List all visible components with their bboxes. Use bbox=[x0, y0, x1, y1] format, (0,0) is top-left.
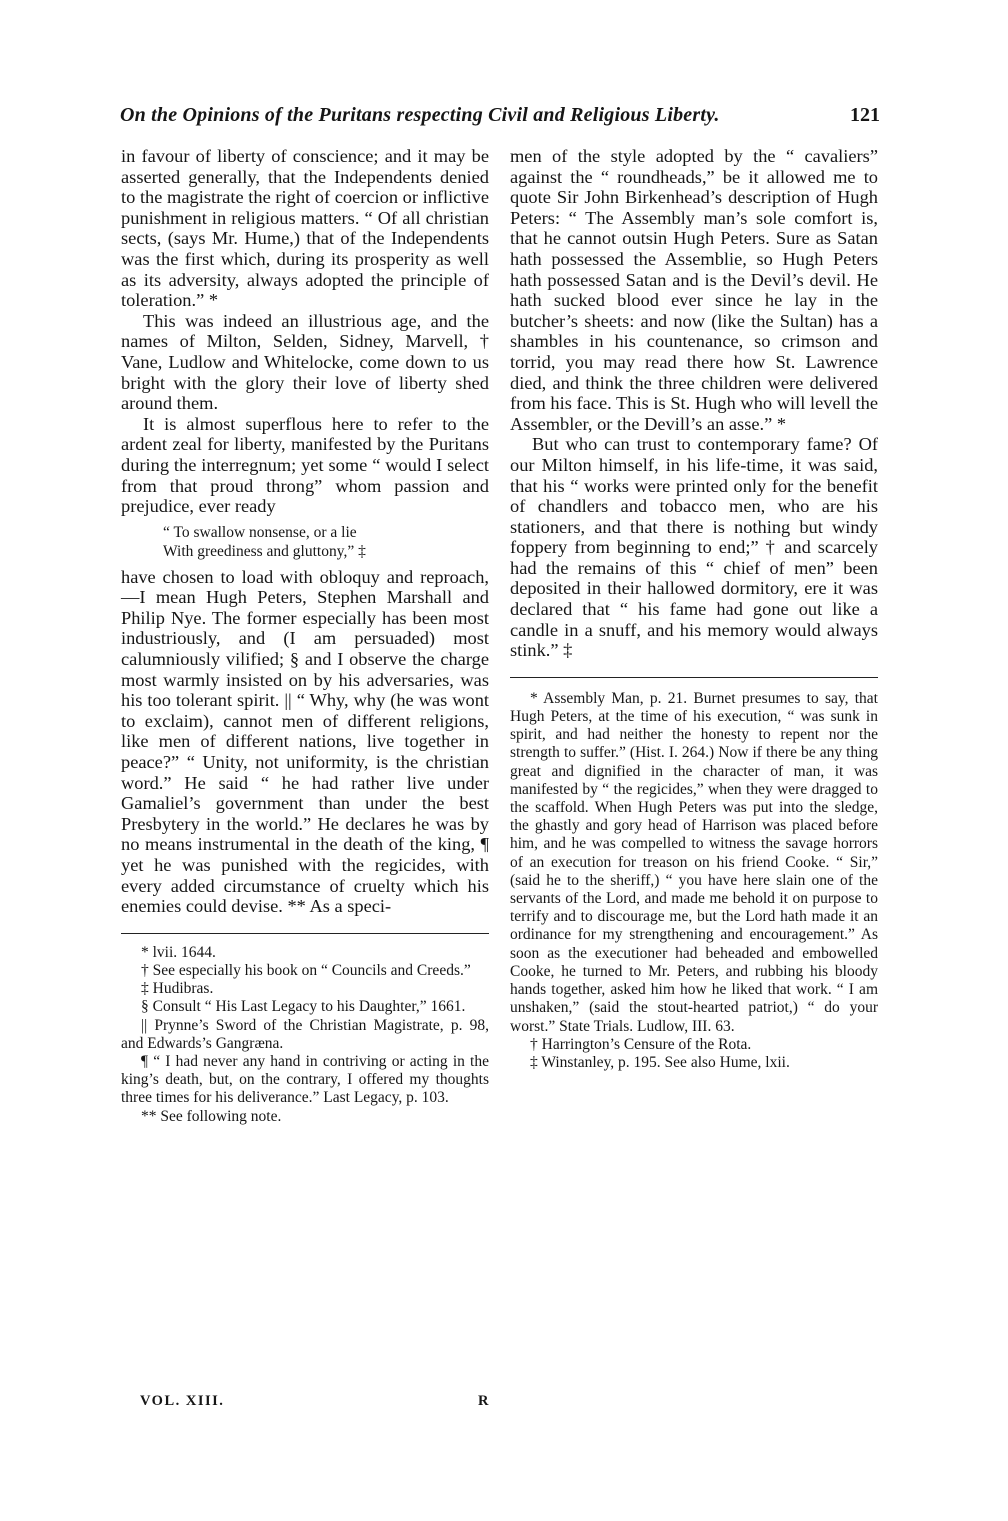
page-number: 121 bbox=[850, 104, 880, 126]
running-title: On the Opinions of the Puritans respecting Civil and Religious Liberty. bbox=[120, 104, 720, 126]
signature-mark: R bbox=[478, 1393, 490, 1409]
footnote-rule-right bbox=[510, 677, 878, 678]
left-footnote-2: † See especially his book on “ Councils and Creeds.” bbox=[141, 961, 471, 979]
signature-line bbox=[140, 1393, 490, 1415]
left-paragraph-2: This was indeed an illustrious age, and the names of Milton, Selden, Sidney, Marvell, † Vane, Ludlow and Whitelocke, come down to us bright with the glory their love of liberty shed around them. bbox=[121, 310, 489, 414]
verse-line-1: “ To swallow nonsense, or a lie bbox=[163, 523, 357, 541]
right-footnote-2: † Harrington’s Censure of the Rota. bbox=[530, 1035, 752, 1053]
right-footnote-1: * Assembly Man, p. 21. Burnet presumes to say, that Hugh Peters, at the time of his execution, “ was sunk in spirit, and had neither the honesty to repent nor the strength to suffer.” (Hist. I. 264.) Now if there be any thing great and dignified in the character of man, it was manifested by “ the regicides,” when they were dragged to the scaffold. When Hugh Peters was put into the sledge, the ghastly and gory head of Harrison was placed before him, and he was compelled to witness the savage horrors of an execution for treason on his friend Cooke. “ Sir,” (said he to the sheriff,) “ you have here slain one of the servants of the Lord, and made me behold it on purpose to terrify and to discourage me, but the Lord hath made it an ordinance for my strengthening and encouragement.” As soon as the executioner had beheaded and embowelled Cooke, he turned to Mr. Peters, and rubbing his bloody hands together, asked him how he liked that work. “ I am unshaken,” (said the stout-hearted patriot,) “ do your worst.” State Trials. Ludlow, III. 63. bbox=[510, 689, 878, 1035]
left-paragraph-3: It is almost superflous here to refer to the ardent zeal for liberty, manifested by the Puritans during the interregnum; yet some “ would I select from that proud throng” whom passion and prejudice, ever ready bbox=[121, 413, 489, 517]
volume-number: VOL. XIII. bbox=[140, 1393, 225, 1409]
left-paragraph-4: have chosen to load with obloquy and reproach,—I mean Hugh Peters, Stephen Marshall and Philip Nye. The former especially has been most industriously, and (I am persuaded) most calumniously vilified; § and I observe the charge most warmly insisted on by his adversaries, was his too tolerant spirit. || “ Why, why (he was wont to exclaim), cannot men of different religions, like men of different nations, live together in peace?” “ Unity, not uniformity, is the christian word.” He said “ he had rather live under Gamaliel’s government than under the best Presbytery in the world.” He declares he was by no means instrumental in the death of the king, ¶ yet he was punished with the regicides, with every added circumstance of cruelty which his enemies could devise. ** As a speci- bbox=[121, 566, 489, 917]
left-footnote-4: § Consult “ His Last Legacy to his Daughter,” 1661. bbox=[141, 998, 466, 1016]
right-paragraph-1: men of the style adopted by the “ cavaliers” against the “ roundheads,” be it allowed me to quote Sir John Birkenhead’s description of Hugh Peters: “ The Assembly man’s sole comfort is, that he cannot outsin Hugh Peters. Sure as Satan hath possessed the Assemblie, so Hugh Peters hath possessed Satan and is the Devil’s devil. He hath sucked blood ever since he lay in the butcher’s sheets: and now (like the Sultan) has a shambles in his countenance, so crimson and torrid, you may read there how St. Lawrence died, and think the three children were delivered from his face. This is St. Hugh who will levell the Assembler, or the Devill’s an asse.” * bbox=[510, 146, 878, 434]
left-footnote-6: ¶ “ I had never any hand in contriving or acting in the king’s death, but, on the contrary, I offered my thoughts three times for his deliverance.” Last Legacy, p. 103. bbox=[121, 1053, 489, 1107]
left-footnote-3: ‡ Hudibras. bbox=[141, 980, 214, 998]
verse-quotation bbox=[163, 523, 489, 561]
verse-line-2: With greediness and gluttony,” ‡ bbox=[163, 542, 366, 560]
left-footnote-7: ** See following note. bbox=[141, 1107, 282, 1125]
left-column bbox=[121, 146, 489, 1126]
running-header bbox=[120, 100, 880, 130]
right-footnote-3: ‡ Winstanley, p. 195. See also Hume, lxii. bbox=[530, 1053, 790, 1071]
right-paragraph-2: But who can trust to contemporary fame? Of our Milton himself, in his life-time, it was said, that his “ works were printed only for the benefit of chandlers and tobacco men, who are his stationers, and that there is nothing but windy foppery from beginning to end;” † and scarcely had the remains of this “ chief of men” been deposited in their hallowed dormitory, ere it was declared that “ his fame had gone out like a candle in a snuff, and his memory would always stink.” ‡ bbox=[510, 434, 878, 661]
left-footnote-5: || Prynne’s Sword of the Christian Magistrate, p. 98, and Edwards’s Gangræna. bbox=[121, 1016, 489, 1052]
left-paragraph-1: in favour of liberty of conscience; and it may be asserted generally, that the Independents denied to the magistrate the right of coercion or inflictive punishment in religious matters. “ Of all christian sects, (says Mr. Hume,) that of the Independents was the first which, during its prosperity as well as its adversity, always adopted the principle of toleration.” * bbox=[121, 146, 489, 311]
footnote-rule-left bbox=[121, 933, 489, 934]
right-column bbox=[510, 146, 878, 1072]
left-footnote-1: * lvii. 1644. bbox=[141, 943, 216, 961]
